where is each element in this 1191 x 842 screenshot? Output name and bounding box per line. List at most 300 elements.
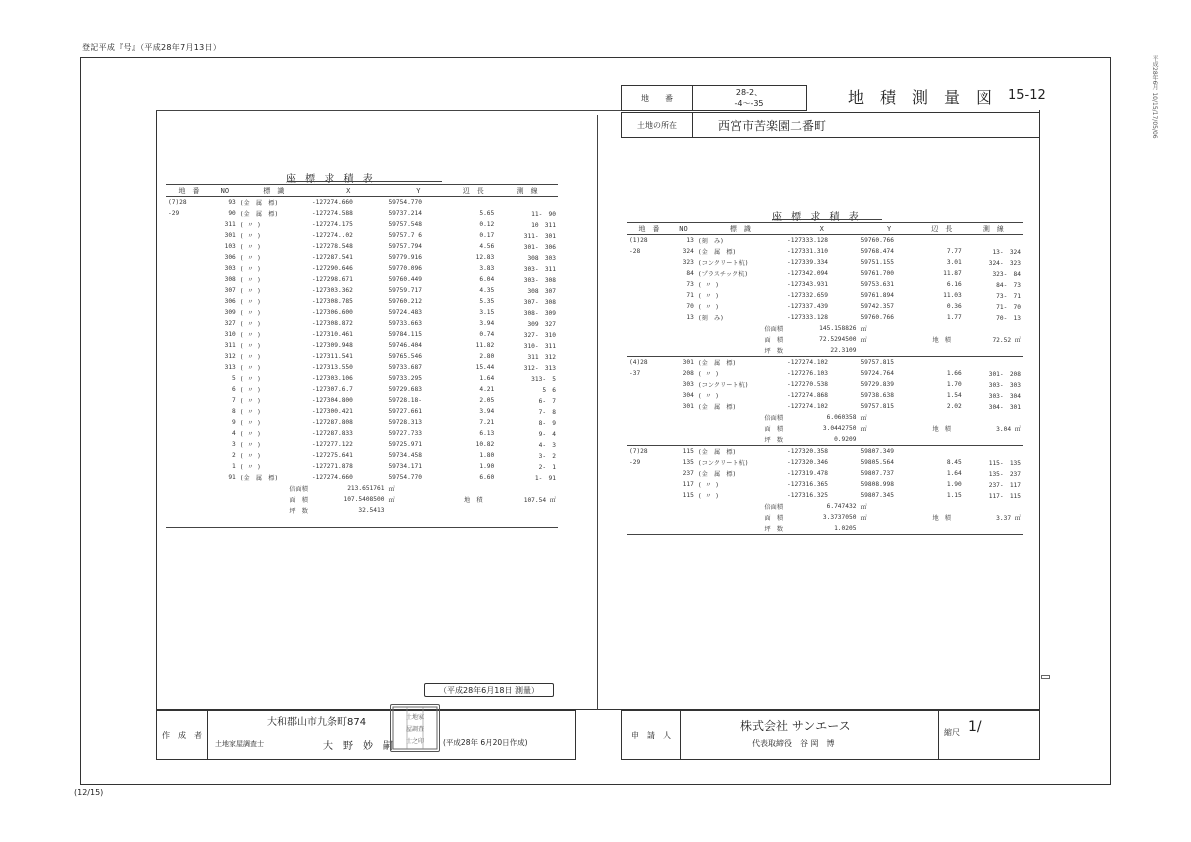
- totals-row: [627, 501, 1023, 512]
- table-cell: 59728.18-: [388, 397, 422, 404]
- table-cell: ( 〃 ): [239, 321, 261, 328]
- table-cell: [166, 417, 212, 428]
- table-cell: [166, 505, 212, 516]
- applicant-box: [621, 710, 1040, 760]
- left-table-row: [166, 384, 558, 395]
- totals-value: 1.0205: [834, 525, 857, 532]
- table-cell: ( 〃 ): [239, 442, 261, 449]
- totals-row: [627, 334, 1023, 345]
- left-table-row: [166, 439, 558, 450]
- table-cell: [671, 323, 696, 334]
- table-cell: 5 6: [542, 387, 556, 394]
- table-cell: [627, 412, 671, 423]
- table-cell: -127287.808: [311, 419, 353, 426]
- table-cell: [627, 423, 671, 434]
- table-cell: 135- 237: [988, 471, 1021, 478]
- table-cell: 301: [682, 359, 694, 366]
- table-cell: 301- 208: [988, 371, 1021, 378]
- totals-unit: [386, 505, 450, 516]
- table-cell: [627, 379, 671, 390]
- table-cell: 5.35: [479, 298, 495, 305]
- left-table-row: [166, 395, 558, 406]
- table-cell: [166, 428, 212, 439]
- totals-row: [627, 345, 1023, 357]
- left-table-row: [166, 208, 558, 219]
- table-cell: 10.82: [475, 441, 495, 448]
- table-cell: 324- 323: [988, 260, 1021, 267]
- table-cell: 1.90: [946, 481, 962, 488]
- totals-value: 6.060358: [826, 414, 857, 421]
- table-cell: [964, 357, 1023, 368]
- table-cell: 59734.458: [388, 452, 422, 459]
- table-cell: 115- 135: [988, 460, 1021, 467]
- table-cell: [627, 434, 671, 446]
- table-cell: 59757.794: [388, 243, 422, 250]
- table-cell: -127290.646: [311, 265, 353, 272]
- table-cell: 6: [232, 386, 236, 393]
- table-cell: [671, 412, 696, 423]
- author-address: 大和郡山市九条町874: [267, 717, 367, 728]
- left-table-row: [166, 362, 558, 373]
- table-cell: (プラスチック杭): [697, 271, 749, 278]
- table-cell: 11.03: [943, 292, 962, 299]
- totals-label: 坪 数: [289, 508, 308, 515]
- table-cell: (金 属 標): [697, 360, 737, 367]
- table-cell: 117- 115: [988, 493, 1021, 500]
- table-cell: 9- 4: [538, 431, 556, 438]
- right_table-header-cell: 測 線: [964, 223, 1023, 235]
- table-cell: [627, 523, 671, 535]
- author-box: [156, 710, 576, 760]
- totals-row: [627, 512, 1023, 523]
- table-cell: ( 〃 ): [239, 244, 261, 251]
- left-table-grid: [166, 184, 558, 516]
- totals-extra-label: 地 積: [932, 337, 951, 344]
- table-cell: 1.15: [946, 492, 962, 499]
- table-cell: 7.21: [479, 419, 495, 426]
- table-cell: 303- 308: [523, 277, 556, 284]
- table-cell: (金 属 標): [697, 471, 737, 478]
- table-cell: 4: [232, 430, 236, 437]
- table-cell: [166, 318, 212, 329]
- table-cell: [627, 290, 671, 301]
- table-cell: -127303.362: [311, 287, 353, 294]
- table-cell: 1.64: [946, 470, 962, 477]
- table-cell: 12.83: [475, 254, 495, 261]
- right_table-header-cell: 標 識: [696, 223, 785, 235]
- table-cell: 3: [232, 441, 236, 448]
- table-cell: [166, 483, 212, 494]
- table-cell: 59768.474: [860, 248, 894, 255]
- table-cell: 8- 9: [538, 420, 556, 427]
- table-cell: 59760.766: [860, 314, 894, 321]
- totals-extra-label: [920, 434, 964, 446]
- table-cell: 59784.115: [388, 331, 422, 338]
- table-cell: -127308.785: [311, 298, 353, 305]
- table-cell: 11.87: [943, 270, 962, 277]
- right-table-row: [627, 257, 1023, 268]
- scale-value: 1/: [968, 719, 982, 735]
- table-cell: (金 属 標): [697, 249, 737, 256]
- totals-unit: [858, 434, 919, 446]
- table-cell: 6.60: [479, 474, 495, 481]
- table-cell: 3- 2: [538, 453, 556, 460]
- table-cell: 6- 7: [538, 398, 556, 405]
- table-cell: -127320.358: [787, 448, 828, 455]
- table-cell: ( 〃 ): [239, 222, 261, 229]
- page-number: (12/15): [74, 788, 104, 797]
- chiban-label: 地 番: [622, 86, 693, 110]
- right-coordinate-table: [627, 222, 1023, 535]
- table-cell: 59729.683: [388, 386, 422, 393]
- table-cell: 5.65: [479, 210, 495, 217]
- right-title-underline: [772, 219, 882, 220]
- center-divider: [597, 115, 598, 710]
- table-cell: 1.66: [946, 370, 962, 377]
- table-cell: -127303.106: [311, 375, 353, 382]
- table-cell: 237- 117: [988, 482, 1021, 489]
- table-cell: ( 〃 ): [239, 343, 261, 350]
- table-cell: -127304.800: [311, 397, 353, 404]
- table-cell: 308: [224, 276, 236, 283]
- table-cell: 84- 73: [996, 282, 1021, 289]
- table-cell: 59724.483: [388, 309, 422, 316]
- table-cell: (7)28: [629, 448, 648, 455]
- totals-extra-value: [964, 412, 1023, 423]
- table-cell: [450, 197, 496, 209]
- table-cell: 327- 310: [523, 332, 556, 339]
- table-cell: -127308.872: [311, 320, 353, 327]
- table-cell: 301: [682, 403, 694, 410]
- right-table-row: [627, 379, 1023, 390]
- table-cell: 71- 70: [996, 304, 1021, 311]
- left-table-row: [166, 450, 558, 461]
- table-cell: 5: [232, 375, 236, 382]
- right-table-row: [627, 446, 1023, 457]
- author-date: (平成28年 6月20日作成): [443, 738, 528, 747]
- table-cell: [166, 450, 212, 461]
- table-cell: 59746.404: [388, 342, 422, 349]
- right_table-header-cell: Y: [858, 223, 919, 235]
- table-cell: ( 〃 ): [239, 376, 261, 383]
- table-cell: [166, 461, 212, 472]
- table-cell: ( 〃 ): [239, 310, 261, 317]
- table-cell: [627, 512, 671, 523]
- table-cell: 93: [228, 199, 236, 206]
- table-cell: 324: [682, 248, 694, 255]
- table-cell: ( 〃 ): [697, 282, 719, 289]
- table-cell: 1.64: [479, 375, 495, 382]
- right-table-row: [627, 357, 1023, 368]
- table-cell: -127343.931: [787, 281, 828, 288]
- table-cell: 4.35: [479, 287, 495, 294]
- totals-extra-value: [496, 483, 558, 494]
- left_table-header-cell: X: [310, 185, 387, 197]
- left_table-header-cell: 辺 長: [450, 185, 496, 197]
- table-cell: 70- 13: [996, 315, 1021, 322]
- table-cell: -127333.128: [787, 237, 828, 244]
- table-cell: [671, 334, 696, 345]
- table-cell: 304- 301: [988, 404, 1021, 411]
- table-cell: 3.94: [479, 408, 495, 415]
- right-table-row: [627, 301, 1023, 312]
- table-cell: 303: [224, 265, 236, 272]
- left-coordinate-table: [166, 184, 558, 516]
- table-cell: ( 〃 ): [239, 409, 261, 416]
- table-cell: [627, 479, 671, 490]
- table-cell: [964, 446, 1023, 457]
- table-cell: ( 〃 ): [239, 464, 261, 471]
- table-cell: ( 〃 ): [239, 453, 261, 460]
- seal-stamp-graphic: [391, 705, 439, 751]
- table-cell: [627, 334, 671, 345]
- table-cell: -127331.310: [787, 248, 828, 255]
- table-cell: 308 303: [527, 255, 556, 262]
- totals-unit: ㎡: [860, 415, 867, 422]
- table-cell: 59761.894: [860, 292, 894, 299]
- table-cell: 7- 8: [538, 409, 556, 416]
- table-cell: 303: [682, 381, 694, 388]
- table-cell: -127311.541: [311, 353, 353, 360]
- totals-value: 3.3737050: [822, 514, 857, 521]
- drawing-frame-top: [156, 110, 621, 111]
- table-cell: 59760.212: [388, 298, 422, 305]
- table-cell: [212, 505, 238, 516]
- right-table-row: [627, 312, 1023, 323]
- table-cell: 70: [686, 303, 694, 310]
- table-cell: 135: [682, 459, 694, 466]
- table-cell: ( 〃 ): [239, 233, 261, 240]
- table-cell: 1.70: [946, 381, 962, 388]
- right-table-row: [627, 479, 1023, 490]
- table-cell: [166, 362, 212, 373]
- table-cell: -127342.094: [787, 270, 828, 277]
- right-table-row: [627, 246, 1023, 257]
- table-cell: 59807.345: [860, 492, 894, 499]
- table-cell: 310: [224, 331, 236, 338]
- table-cell: 59728.313: [388, 419, 422, 426]
- table-cell: -127274.868: [787, 392, 828, 399]
- table-cell: [671, 523, 696, 535]
- totals-label: 倍面積: [764, 504, 784, 511]
- table-cell: -127274.588: [311, 210, 353, 217]
- table-cell: [166, 439, 212, 450]
- table-cell: 73: [686, 281, 694, 288]
- totals-extra-label: [920, 345, 964, 357]
- table-cell: 4.56: [479, 243, 495, 250]
- left-table-row: [166, 406, 558, 417]
- table-cell: 311- 301: [523, 233, 556, 240]
- totals-value: 3.0442750: [822, 425, 857, 432]
- table-cell: 2.80: [479, 353, 495, 360]
- table-cell: 59729.839: [860, 381, 894, 388]
- table-cell: 59725.971: [388, 441, 422, 448]
- table-cell: 59760.449: [388, 276, 422, 283]
- table-cell: 59754.770: [388, 474, 422, 481]
- applicant-company: 株式会社 サンエース: [740, 719, 851, 733]
- left-table-row: [166, 461, 558, 472]
- table-cell: 311: [224, 342, 236, 349]
- seal-stamp: [390, 704, 440, 752]
- table-cell: [496, 197, 558, 209]
- left-table-header: [166, 185, 558, 197]
- totals-label: 面 積: [764, 426, 784, 433]
- table-cell: 4- 3: [538, 442, 556, 449]
- table-cell: (金 属 標): [239, 475, 279, 482]
- table-cell: [627, 468, 671, 479]
- table-cell: [627, 268, 671, 279]
- table-cell: 11.82: [475, 342, 495, 349]
- table-cell: ( 〃 ): [239, 332, 261, 339]
- table-cell: [166, 329, 212, 340]
- table-cell: 59770.096: [388, 265, 422, 272]
- table-cell: 1.77: [946, 314, 962, 321]
- table-cell: 59727.661: [388, 408, 422, 415]
- table-cell: -127320.346: [787, 459, 828, 466]
- table-cell: 90: [228, 210, 236, 217]
- totals-unit: ㎡: [860, 326, 867, 333]
- table-cell: (金 属 標): [239, 211, 279, 218]
- table-cell: [212, 494, 238, 505]
- table-cell: 59742.357: [860, 303, 894, 310]
- right-table-row: [627, 457, 1023, 468]
- totals-extra-value: [964, 323, 1023, 334]
- totals-label: 面 積: [764, 515, 784, 522]
- table-cell: [627, 257, 671, 268]
- table-cell: 3.83: [479, 265, 495, 272]
- table-cell: 10 311: [531, 222, 556, 229]
- totals-label: 坪 数: [764, 348, 784, 355]
- group-separator: [627, 535, 1023, 536]
- table-cell: 59757.548: [388, 221, 422, 228]
- totals-label: 面 積: [764, 337, 784, 344]
- table-cell: (コンクリート杭): [697, 460, 749, 467]
- totals-row: [166, 483, 558, 494]
- left-table-row: [166, 230, 558, 241]
- table-cell: [671, 423, 696, 434]
- table-cell: 301: [224, 232, 236, 239]
- table-cell: [920, 357, 964, 368]
- totals-label: 倍面積: [764, 415, 784, 422]
- left-table-title: 座 標 求 積 表: [286, 174, 376, 185]
- left_table-header-cell: Y: [386, 185, 450, 197]
- totals-extra-label: [450, 505, 496, 516]
- left-table-row: [166, 351, 558, 362]
- table-cell: 306: [224, 298, 236, 305]
- table-cell: 323: [682, 259, 694, 266]
- table-cell: 73- 71: [996, 293, 1021, 300]
- table-cell: [627, 301, 671, 312]
- totals-extra-label: 地 積: [932, 515, 951, 522]
- table-cell: 310- 311: [523, 343, 556, 350]
- right-table-row: [627, 490, 1023, 501]
- table-cell: 6.04: [479, 276, 495, 283]
- right-table-row: [627, 279, 1023, 290]
- table-cell: 59779.916: [388, 254, 422, 261]
- top-registration-note: 登記平成『号』（平成28年7月13日）: [82, 43, 222, 52]
- table-cell: 13: [686, 237, 694, 244]
- table-cell: ( 〃 ): [239, 420, 261, 427]
- table-cell: ( 〃 ): [239, 266, 261, 273]
- left-table-row: [166, 197, 558, 209]
- totals-extra-label: [920, 501, 964, 512]
- table-cell: 4.21: [479, 386, 495, 393]
- table-cell: ( 〃 ): [239, 288, 261, 295]
- table-cell: 84: [686, 270, 694, 277]
- right-table-body: [627, 235, 1023, 536]
- right-table-row: [627, 390, 1023, 401]
- table-cell: (1)28: [629, 237, 648, 244]
- table-cell: ( 〃 ): [697, 393, 719, 400]
- table-cell: -127274.175: [311, 221, 353, 228]
- table-cell: 301- 306: [523, 244, 556, 251]
- table-cell: 1.80: [479, 452, 495, 459]
- table-cell: [671, 512, 696, 523]
- table-cell: 3.15: [479, 309, 495, 316]
- table-cell: 1- 91: [534, 475, 556, 482]
- table-cell: 59759.717: [388, 287, 422, 294]
- table-cell: 307: [224, 287, 236, 294]
- table-cell: [671, 501, 696, 512]
- table-cell: 59734.171: [388, 463, 422, 470]
- left-table-row: [166, 241, 558, 252]
- table-cell: 313- 5: [531, 376, 556, 383]
- table-cell: -127276.103: [787, 370, 828, 377]
- table-cell: 59805.564: [860, 459, 894, 466]
- applicant-rep: 代表取締役 谷 岡 博: [752, 739, 835, 748]
- table-cell: 323- 84: [992, 271, 1021, 278]
- table-cell: [166, 494, 212, 505]
- table-cell: 59760.766: [860, 237, 894, 244]
- author-label: 作 成 者: [157, 711, 208, 759]
- table-cell: ( 〃 ): [239, 354, 261, 361]
- table-cell: (金 属 標): [697, 449, 737, 456]
- totals-value: 107.5408500: [343, 496, 385, 503]
- table-cell: ( 〃 ): [697, 493, 719, 500]
- left-table-row: [166, 263, 558, 274]
- table-cell: [166, 351, 212, 362]
- right-table-row: [627, 468, 1023, 479]
- chiban-value: 28-2、 -4～-35: [734, 88, 764, 108]
- table-cell: -127270.538: [787, 381, 828, 388]
- table-cell: 59754.770: [388, 199, 422, 206]
- totals-extra-label: [450, 483, 496, 494]
- table-cell: -29: [168, 210, 180, 217]
- table-cell: [166, 230, 212, 241]
- totals-label: 倍面積: [764, 326, 784, 333]
- table-cell: 304: [682, 392, 694, 399]
- right-table-row: [627, 290, 1023, 301]
- right_table-header-cell: 辺 長: [920, 223, 964, 235]
- table-cell: 59724.764: [860, 370, 894, 377]
- table-cell: -127298.671: [311, 276, 353, 283]
- table-cell: 312- 313: [523, 365, 556, 372]
- table-cell: 2.05: [479, 397, 495, 404]
- totals-extra-label: [920, 523, 964, 535]
- table-cell: (7)28: [168, 199, 187, 206]
- table-cell: -127287.541: [311, 254, 353, 261]
- stamp-text-3: 士之印: [405, 738, 425, 745]
- right-table-row: [627, 268, 1023, 279]
- table-cell: -127274.102: [787, 359, 828, 366]
- right-table-grid: [627, 222, 1023, 535]
- table-cell: 307- 308: [523, 299, 556, 306]
- table-cell: (刻 み): [697, 315, 724, 322]
- table-cell: [166, 252, 212, 263]
- table-cell: -127333.128: [787, 314, 828, 321]
- table-cell: [166, 395, 212, 406]
- table-cell: 8.45: [946, 459, 962, 466]
